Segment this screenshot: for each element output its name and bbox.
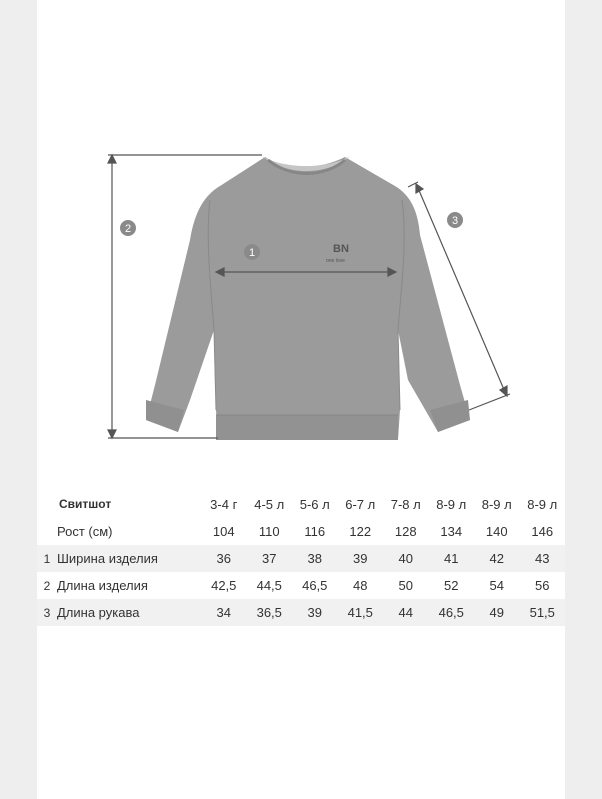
- size-cell: 8-9 л: [527, 496, 558, 512]
- table-cell: 38: [292, 545, 338, 572]
- table-cell: 50: [398, 578, 413, 593]
- height-cell: 116: [304, 524, 326, 539]
- brand-logo: BN: [333, 243, 349, 255]
- table-cell: 39: [338, 545, 384, 572]
- table-row-width: [37, 545, 565, 572]
- svg-text:1: 1: [248, 247, 256, 259]
- size-cell: 8-9 л: [481, 496, 512, 512]
- table-cell: 39: [292, 599, 338, 626]
- sweatshirt-waistband: [216, 415, 398, 440]
- svg-text:2: 2: [124, 223, 132, 235]
- table-cell: 51,5: [520, 599, 566, 626]
- sweatshirt-body: [146, 157, 470, 440]
- table-cell: 44: [383, 599, 429, 626]
- table-row-sleeve: [37, 599, 565, 626]
- marker-1: [244, 244, 260, 260]
- brand-tagline: one love: [326, 258, 345, 264]
- height-cell: 104: [212, 524, 235, 539]
- table-cell: 42: [474, 545, 520, 572]
- marker-3: [447, 212, 463, 228]
- table-cell: 56: [535, 578, 550, 593]
- size-cell: 3-4 г: [210, 496, 238, 512]
- table-cell: 37: [247, 545, 293, 572]
- height-cell: 134: [440, 524, 463, 539]
- table-cell: 34: [201, 599, 247, 626]
- size-cell: 8-9 л: [436, 496, 467, 512]
- table-cell: 54: [489, 578, 504, 593]
- height-cell: 128: [394, 524, 417, 539]
- table-cell: 48: [353, 578, 368, 593]
- size-cell: 5-6 л: [299, 496, 330, 512]
- row-number: 3: [37, 599, 57, 626]
- size-cell: 7-8 л: [390, 496, 421, 512]
- table-cell: 49: [474, 599, 520, 626]
- svg-text:3: 3: [451, 215, 459, 227]
- table-cell: 52: [444, 578, 459, 593]
- marker-2: [120, 220, 136, 236]
- height-label: Рост (см): [57, 524, 113, 539]
- table-cell: 43: [520, 545, 566, 572]
- height-cell: 122: [349, 524, 372, 539]
- size-cell: 4-5 л: [254, 496, 285, 512]
- height-cell: 140: [485, 524, 508, 539]
- row-number: 2: [43, 578, 51, 593]
- height-cell: 146: [531, 524, 554, 539]
- table-cell: 41: [429, 545, 475, 572]
- table-cell: 46,5: [302, 578, 328, 593]
- table-row-length: [37, 572, 565, 599]
- table-cell: 36: [201, 545, 247, 572]
- height-row: [37, 518, 565, 545]
- table-cell: 40: [383, 545, 429, 572]
- size-header-row: [37, 490, 565, 518]
- row-label: Длина изделия: [57, 578, 148, 593]
- table-cell: 36,5: [247, 599, 293, 626]
- table-title: Свитшот: [59, 497, 112, 511]
- row-label: Длина рукава: [57, 599, 201, 626]
- table-cell: 46,5: [429, 599, 475, 626]
- table-cell: 44,5: [256, 578, 282, 593]
- row-label: Ширина изделия: [57, 545, 201, 572]
- table-cell: 42,5: [211, 578, 237, 593]
- row-number: 1: [37, 545, 57, 572]
- table-cell: 41,5: [338, 599, 384, 626]
- size-chart-table: [37, 490, 565, 626]
- size-cell: 6-7 л: [345, 496, 376, 512]
- height-cell: 110: [258, 524, 280, 539]
